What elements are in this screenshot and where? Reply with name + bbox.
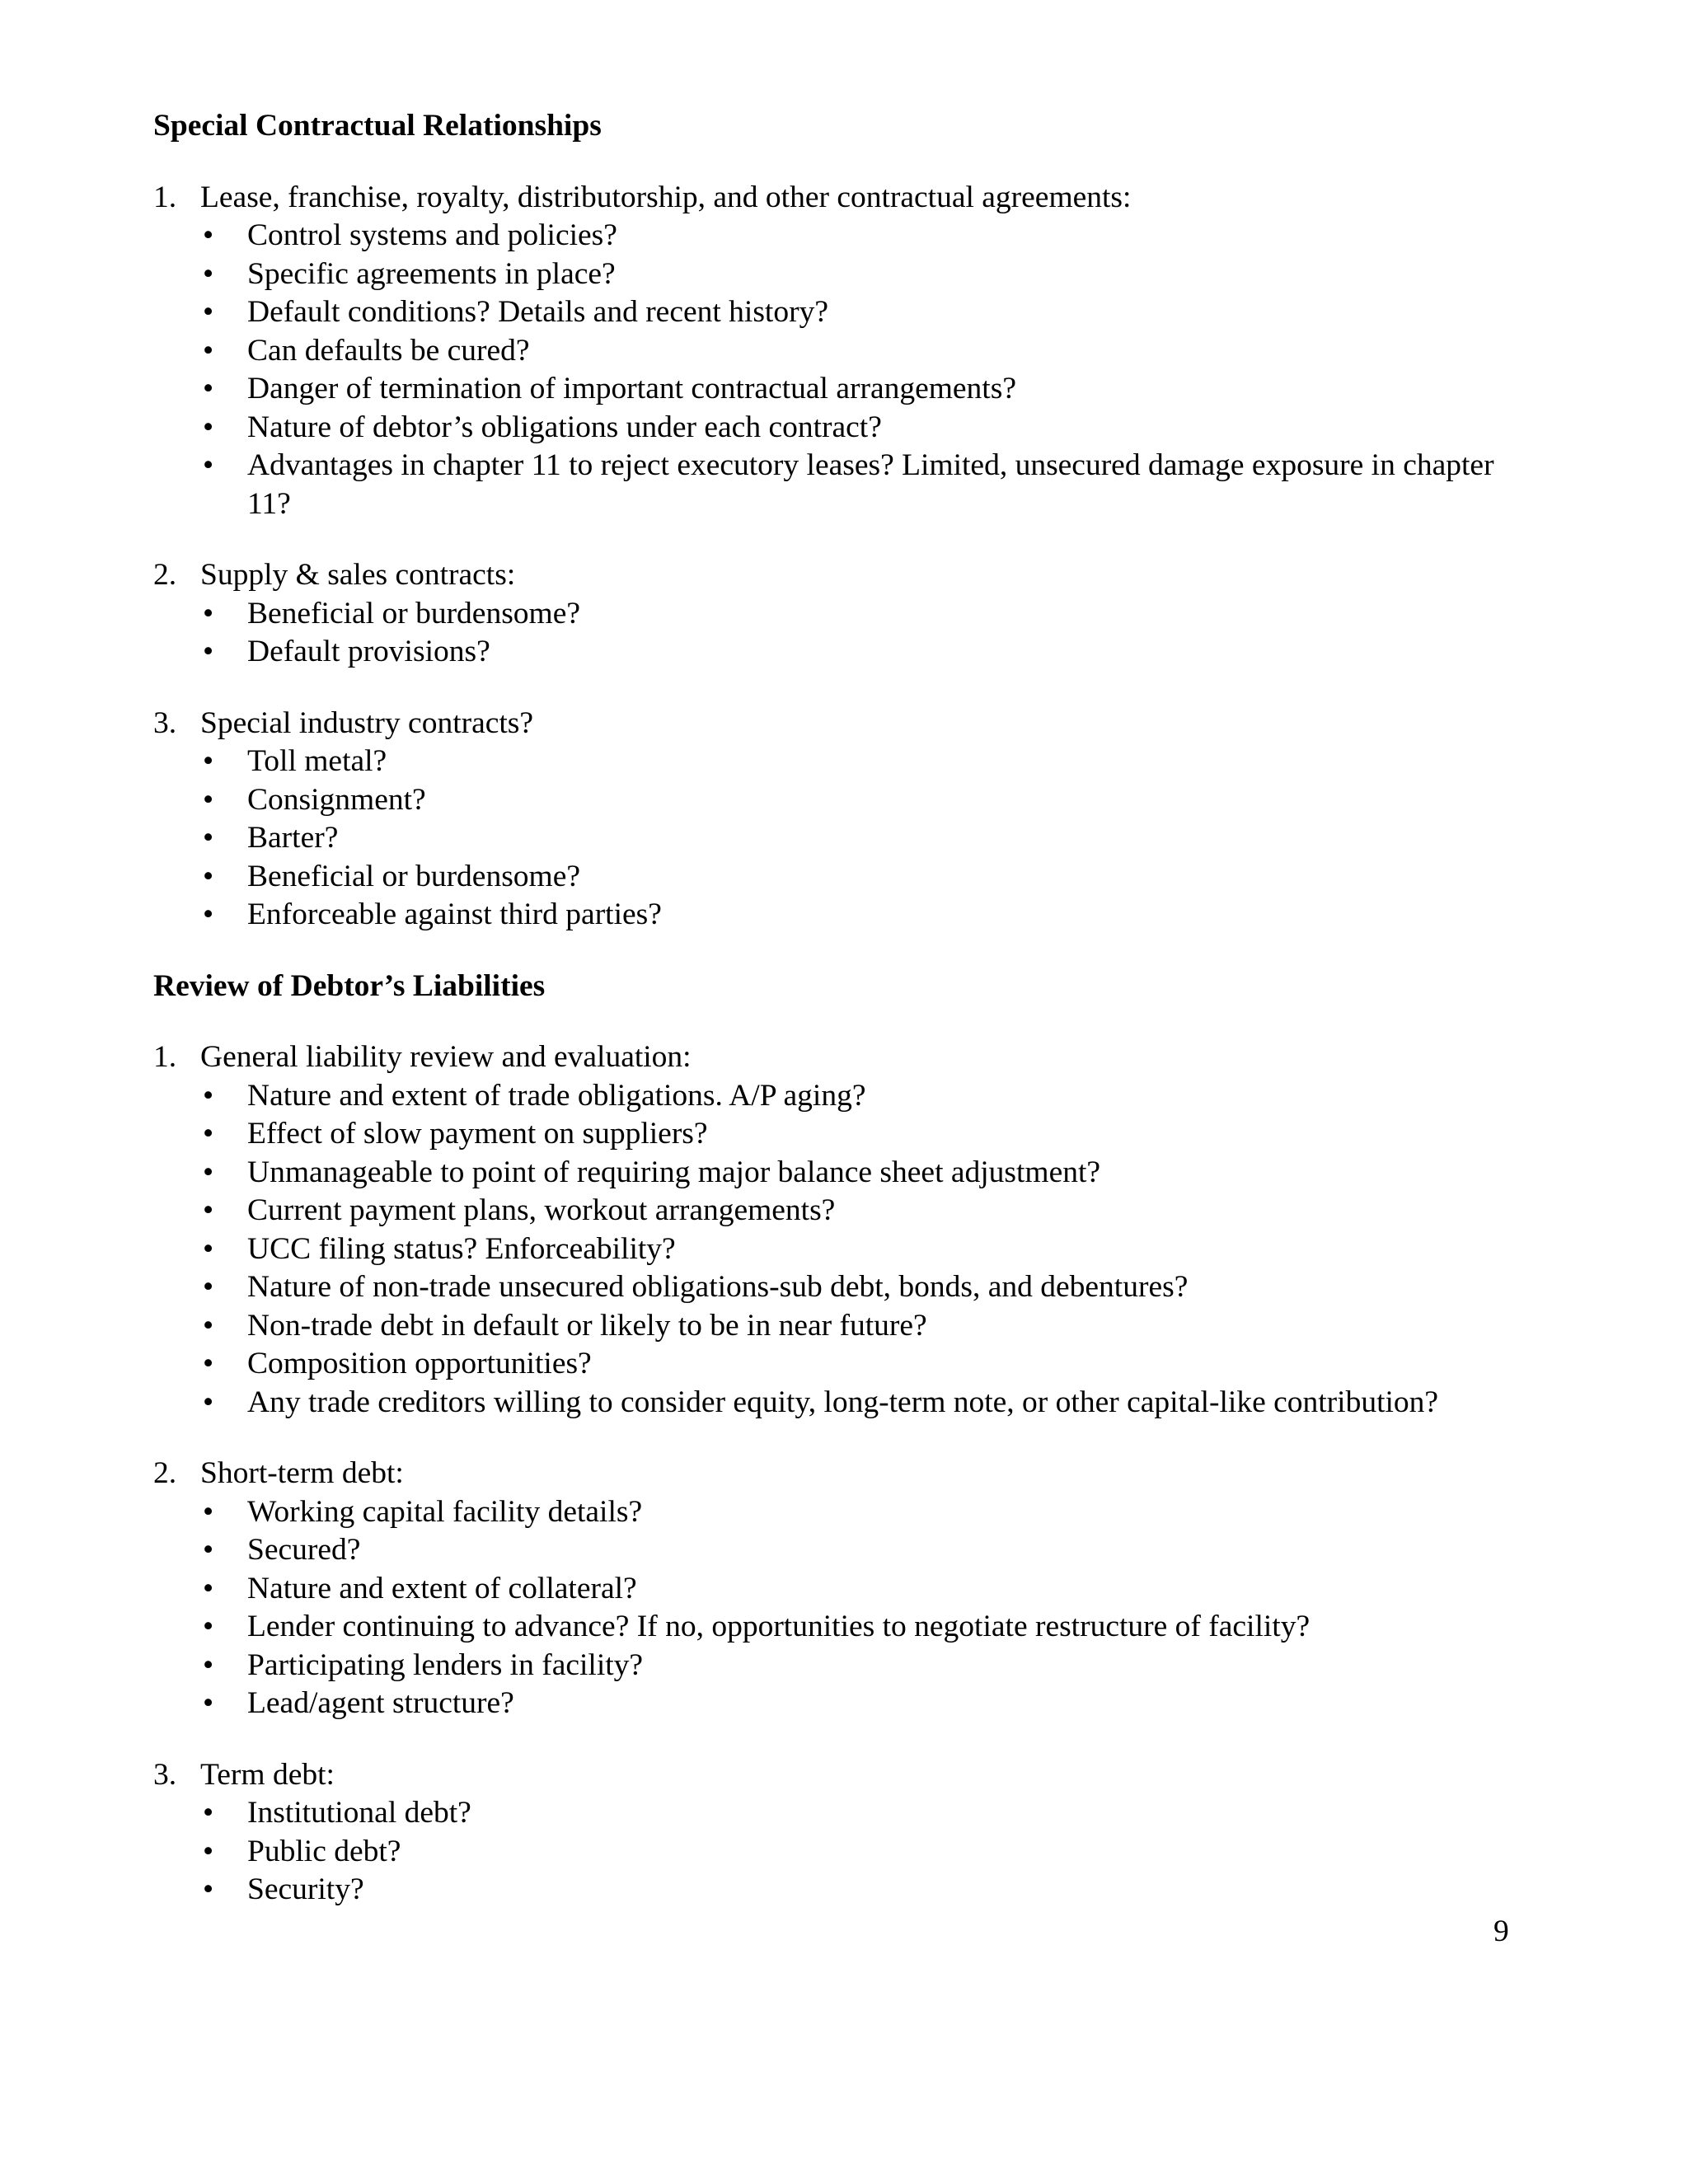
item-text: General liability review and evaluation: xyxy=(200,1040,692,1074)
item-number: 2. xyxy=(153,558,177,592)
bullet-text: Composition opportunities? xyxy=(247,1347,592,1380)
bullet-item xyxy=(200,1384,1522,1422)
item-text: Term debt: xyxy=(200,1757,335,1792)
bullet-icon: • xyxy=(203,744,214,778)
item-number: 3. xyxy=(153,1757,177,1792)
bullet-item xyxy=(200,1647,1522,1685)
bullet-item xyxy=(200,1154,1522,1193)
item-number: 1. xyxy=(153,180,177,214)
bullet-text: Nature of non-trade unsecured obligations-sub debt, bonds, and debentures? xyxy=(247,1270,1189,1304)
bullet-item xyxy=(200,332,1522,371)
item-number: 3. xyxy=(153,705,177,740)
bullet-icon: • xyxy=(203,1796,214,1830)
page-number: 9 xyxy=(1493,1915,1509,1948)
bullet-icon: • xyxy=(203,1571,214,1605)
bullet-icon: • xyxy=(203,1494,214,1529)
bullet-item xyxy=(200,1345,1522,1384)
bullet-item xyxy=(200,781,1522,820)
bullet-text: Default provisions? xyxy=(247,635,490,668)
bullet-item xyxy=(200,409,1522,448)
bullet-text: Institutional debt? xyxy=(247,1796,471,1830)
bullet-icon: • xyxy=(203,1872,214,1906)
bullet-item xyxy=(200,633,1522,672)
bullet-item xyxy=(200,1570,1522,1609)
bullet-item xyxy=(200,255,1522,294)
bullet-item xyxy=(200,1833,1522,1872)
bullet-item xyxy=(200,1230,1522,1269)
bullet-item xyxy=(200,293,1522,332)
bullet-list xyxy=(153,1493,1522,1723)
bullet-item xyxy=(200,1531,1522,1570)
bullet-item xyxy=(200,1685,1522,1723)
bullet-icon: • xyxy=(203,256,214,291)
bullet-text: Consignment? xyxy=(247,782,426,817)
numbered-item xyxy=(153,1038,1522,1422)
bullet-icon: • xyxy=(203,218,214,252)
numbered-item xyxy=(153,179,1522,524)
bullet-text: Default conditions? Details and recent history? xyxy=(247,295,828,329)
bullet-icon: • xyxy=(203,635,214,668)
bullet-text: Toll metal? xyxy=(247,744,387,778)
bullet-item xyxy=(200,1115,1522,1154)
bullet-item xyxy=(200,1871,1522,1910)
bullet-icon: • xyxy=(203,1533,214,1567)
bullet-item xyxy=(200,447,1522,523)
bullet-text: Secured? xyxy=(247,1533,361,1567)
bullet-icon: • xyxy=(203,1308,214,1343)
numbered-item xyxy=(153,1455,1522,1723)
bullet-icon: • xyxy=(203,448,214,482)
section-heading: Special Contractual Relationships xyxy=(153,109,602,143)
bullet-item xyxy=(200,1493,1522,1532)
bullet-text: Specific agreements in place? xyxy=(247,256,616,291)
bullet-list xyxy=(153,1794,1522,1910)
bullet-text: Barter? xyxy=(247,821,339,855)
bullet-icon: • xyxy=(203,1117,214,1151)
bullet-icon: • xyxy=(203,372,214,405)
bullet-item xyxy=(200,1268,1522,1307)
bullet-item xyxy=(200,1077,1522,1116)
bullet-icon: • xyxy=(203,1078,214,1113)
bullet-item xyxy=(200,896,1522,935)
bullet-text: Beneficial or burdensome? xyxy=(247,596,581,630)
bullet-icon: • xyxy=(203,410,214,444)
item-number: 1. xyxy=(153,1040,177,1074)
bullet-text: Participating lenders in facility? xyxy=(247,1647,644,1682)
bullet-text: Nature and extent of trade obligations. A/P aging? xyxy=(247,1078,866,1113)
bullet-list xyxy=(153,1077,1522,1422)
document-page xyxy=(153,107,1522,1910)
bullet-icon: • xyxy=(203,1231,214,1266)
bullet-icon: • xyxy=(203,1270,214,1304)
bullet-text: Lead/agent structure? xyxy=(247,1686,514,1720)
bullet-icon: • xyxy=(203,859,214,893)
bullet-text: Advantages in chapter 11 to reject executory leases? Limited, unsecured damage exposure in chapter 11? xyxy=(247,448,1494,521)
item-text: Special industry contracts? xyxy=(200,705,534,740)
numbered-item xyxy=(153,705,1522,935)
bullet-icon: • xyxy=(203,333,214,368)
item-text: Supply & sales contracts: xyxy=(200,558,516,592)
bullet-text: Lender continuing to advance? If no, opportunities to negotiate restructure of facility? xyxy=(247,1610,1311,1643)
item-text: Short-term debt: xyxy=(200,1456,404,1490)
bullet-text: Public debt? xyxy=(247,1834,401,1868)
bullet-item xyxy=(200,370,1522,409)
bullet-text: Nature and extent of collateral? xyxy=(247,1571,637,1605)
bullet-text: Working capital facility details? xyxy=(247,1494,643,1529)
bullet-icon: • xyxy=(203,596,214,630)
bullet-icon: • xyxy=(203,1385,214,1419)
item-text: Lease, franchise, royalty, distributorship, and other contractual agreements: xyxy=(200,180,1132,214)
bullet-icon: • xyxy=(203,1193,214,1227)
bullet-item xyxy=(200,1794,1522,1833)
bullet-text: Control systems and policies? xyxy=(247,218,617,252)
bullet-icon: • xyxy=(203,1834,214,1868)
bullet-text: Can defaults be cured? xyxy=(247,333,530,368)
bullet-item xyxy=(200,1608,1522,1647)
bullet-text: Non-trade debt in default or likely to be in near future? xyxy=(247,1308,927,1343)
bullet-icon: • xyxy=(203,1610,214,1643)
bullet-text: Unmanageable to point of requiring major balance sheet adjustment? xyxy=(247,1155,1101,1189)
bullet-text: UCC filing status? Enforceability? xyxy=(247,1231,676,1266)
bullet-text: Beneficial or burdensome? xyxy=(247,859,581,893)
bullet-item xyxy=(200,595,1522,634)
item-number: 2. xyxy=(153,1456,177,1490)
bullet-icon: • xyxy=(203,1647,214,1682)
bullet-icon: • xyxy=(203,782,214,817)
bullet-text: Danger of termination of important contractual arrangements? xyxy=(247,372,1016,405)
bullet-icon: • xyxy=(203,1686,214,1720)
bullet-item xyxy=(200,858,1522,897)
numbered-item xyxy=(153,556,1522,672)
bullet-text: Any trade creditors willing to consider equity, long-term note, or other capital-like contribution? xyxy=(247,1385,1439,1419)
bullet-text: Current payment plans, workout arrangements? xyxy=(247,1193,836,1227)
bullet-list xyxy=(153,595,1522,672)
bullet-item xyxy=(200,819,1522,858)
bullet-text: Effect of slow payment on suppliers? xyxy=(247,1117,708,1151)
bullet-item xyxy=(200,1307,1522,1346)
bullet-item xyxy=(200,217,1522,255)
numbered-item xyxy=(153,1756,1522,1910)
bullet-item xyxy=(200,1192,1522,1230)
bullet-list xyxy=(153,743,1522,935)
bullet-icon: • xyxy=(203,295,214,329)
bullet-item xyxy=(200,743,1522,781)
bullet-icon: • xyxy=(203,1347,214,1380)
bullet-text: Security? xyxy=(247,1872,364,1906)
bullet-text: Enforceable against third parties? xyxy=(247,898,662,931)
bullet-icon: • xyxy=(203,898,214,931)
bullet-icon: • xyxy=(203,821,214,855)
bullet-list xyxy=(153,217,1522,523)
bullet-icon: • xyxy=(203,1155,214,1189)
bullet-text: Nature of debtor’s obligations under each contract? xyxy=(247,410,882,444)
section-heading: Review of Debtor’s Liabilities xyxy=(153,968,546,1003)
